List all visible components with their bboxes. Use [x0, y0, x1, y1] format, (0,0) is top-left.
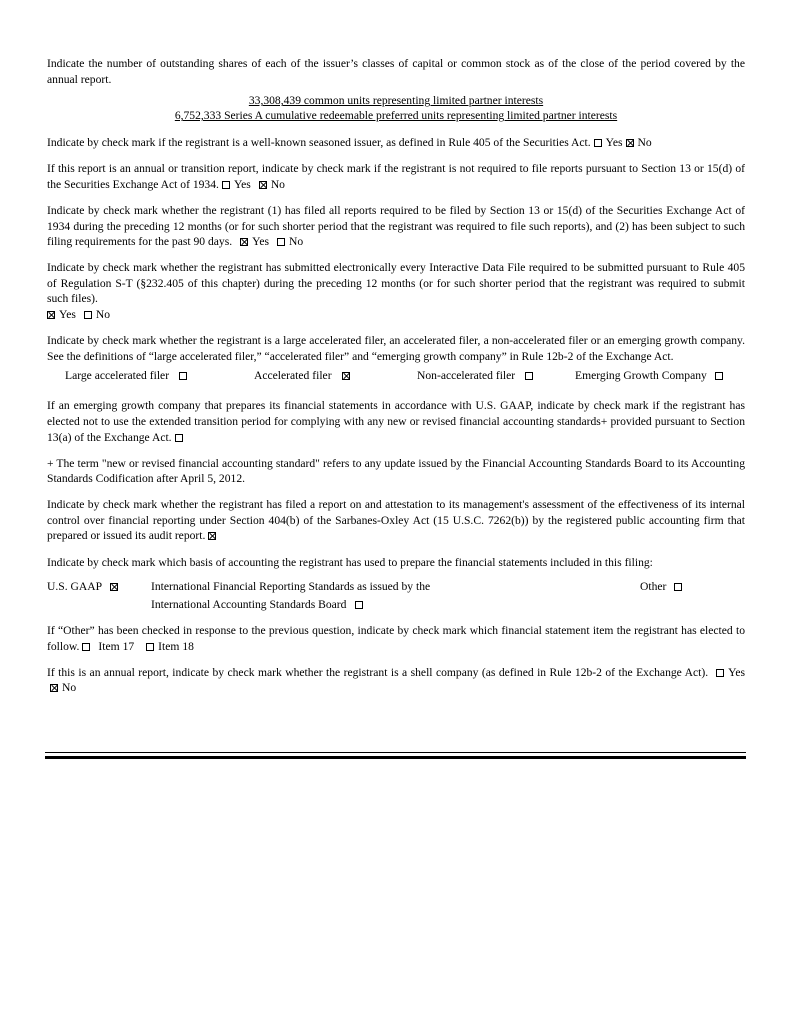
- footnote-standards: + The term "new or revised financial accounting standard" refers to any update issued by the Financial Accounting Standards Board to its Accounting Standards Codification after April 5, 2012.: [47, 456, 745, 486]
- non-accelerated-label: Non-accelerated filer: [417, 369, 516, 383]
- us-gaap-option: [47, 579, 122, 595]
- item18-checkbox[interactable]: [146, 643, 154, 651]
- cover-page-form: [47, 56, 745, 707]
- item17-checkbox[interactable]: [82, 643, 90, 651]
- not-required-yes-checkbox[interactable]: [222, 181, 230, 189]
- outstanding-shares-intro: Indicate the number of outstanding shares of each of the issuer’s classes of capital or common stock as of the close of the period covered by the annual report.: [47, 57, 745, 86]
- shell-company-no-label: No: [62, 681, 77, 695]
- emerging-growth-label: Emerging Growth Company: [575, 369, 707, 383]
- wksi-yes-checkbox[interactable]: [594, 139, 602, 147]
- other-checkbox[interactable]: [674, 583, 682, 591]
- not-required-no-checkbox[interactable]: [259, 181, 267, 189]
- filer-status-question: Indicate by check mark whether the registrant is a large accelerated filer, an accelerated filer, a non-accelerated filer or an emerging growth company. See the definitions of “large accelerated filer,” “accelerated filer” and “emerging growth company” in Rule 12b-2 of the Exchange Act.: [47, 334, 745, 363]
- accounting-basis-options: [47, 579, 745, 613]
- interactive-data-no-checkbox[interactable]: [84, 311, 92, 319]
- internal-control-text: Indicate by check mark whether the registrant has filed a report on and attestation to its management's assessment of the effectiveness of its internal control over financial reporting under Section 404(b) of the Sarbanes-Oxley Act (15 U.S.C. 7262(b)) by the registered public accounting firm that prepared or issued its audit report.: [47, 498, 745, 543]
- accelerated-label: Accelerated filer: [254, 369, 332, 383]
- wksi-text: Indicate by check mark if the registrant is a well-known seasoned issuer, as defined in Rule 405 of the Securities Act.: [47, 136, 591, 150]
- wksi-question: [47, 135, 745, 151]
- other-label: Other: [640, 580, 667, 594]
- section-divider-thin: [45, 752, 746, 753]
- not-required-text: If this report is an annual or transition report, indicate by check mark if the registrant is not required to file reports pursuant to Section 13 or 15(d) of the Securities Exchange Act of 1934.: [47, 162, 745, 191]
- accelerated-option: [254, 368, 354, 384]
- outstanding-shares-block: [47, 93, 745, 123]
- large-accelerated-label: Large accelerated filer: [65, 369, 170, 383]
- emerging-growth-question: [47, 398, 745, 445]
- shell-company-no-checkbox[interactable]: [50, 684, 58, 692]
- not-required-yes-label: Yes: [233, 177, 251, 191]
- common-units-line: 33,308,439 common units representing limited partner interests: [248, 94, 544, 108]
- ifrs-option: [151, 597, 367, 613]
- ifrs-label-line1: International Financial Reporting Standards as issued by the: [151, 580, 431, 594]
- us-gaap-label: U.S. GAAP: [47, 580, 103, 594]
- emerging-growth-checkbox[interactable]: [715, 372, 723, 380]
- shell-company-yes-label: Yes: [728, 665, 745, 679]
- filed-reports-no-checkbox[interactable]: [277, 238, 285, 246]
- other-option: [640, 579, 686, 595]
- filed-reports-yes-checkbox[interactable]: [240, 238, 248, 246]
- wksi-yes-label: Yes: [605, 136, 623, 150]
- other-item-text: If “Other” has been checked in response to the previous question, indicate by check mark which financial statement item the registrant has elected to follow.: [47, 624, 745, 653]
- accounting-basis-question: Indicate by check mark which basis of accounting the registrant has used to prepare the financial statements included in this filing:: [47, 555, 653, 569]
- filed-reports-yes-label: Yes: [252, 235, 270, 249]
- ifrs-label-line2: International Accounting Standards Board: [151, 598, 347, 612]
- shell-company-yes-checkbox[interactable]: [716, 669, 724, 677]
- interactive-data-text: Indicate by check mark whether the registrant has submitted electronically every Interactive Data File required to be submitted pursuant to Rule 405 of Regulation S-T (§232.405 of this chapter) during the preceding 12 months (or for such shorter period that the registrant was required to submit such files).: [47, 261, 745, 306]
- ifrs-checkbox[interactable]: [355, 601, 363, 609]
- shell-company-text: If this is an annual report, indicate by check mark whether the registrant is a shell company (as defined in Rule 12b-2 of the Exchange Act).: [47, 665, 709, 679]
- emerging-growth-option: [575, 368, 727, 384]
- us-gaap-checkbox[interactable]: [110, 583, 118, 591]
- large-accelerated-checkbox[interactable]: [179, 372, 187, 380]
- not-required-no-label: No: [270, 177, 285, 191]
- filed-reports-text: Indicate by check mark whether the registrant (1) has filed all reports required to be filed by Section 13 or 15(d) of the Securities Exchange Act of 1934 during the preceding 12 months (or for such shorter period that the registrant was required to file such reports), and (2) has been subject to such filing requirements for the past 90 days.: [47, 203, 745, 249]
- interactive-data-yes-label: Yes: [59, 308, 76, 322]
- interactive-data-no-label: No: [95, 308, 111, 322]
- internal-control-checkbox[interactable]: [208, 532, 216, 540]
- non-accelerated-checkbox[interactable]: [525, 372, 533, 380]
- wksi-no-label: No: [637, 136, 652, 150]
- emerging-growth-text: If an emerging growth company that prepares its financial statements in accordance with U.S. GAAP, indicate by check mark if the registrant has elected not to use the extended transition period for complying with any new or revised financial accounting standards+ provided pursuant to Section 13(a) of the Exchange Act.: [47, 399, 745, 444]
- not-required-question: [47, 161, 745, 192]
- wksi-no-checkbox[interactable]: [626, 139, 634, 147]
- shell-company-question: [47, 665, 745, 696]
- filed-reports-question: [47, 203, 745, 250]
- transition-period-checkbox[interactable]: [175, 434, 183, 442]
- item17-label: Item 17: [98, 639, 135, 653]
- filer-status-options: [47, 368, 745, 384]
- accelerated-checkbox[interactable]: [342, 372, 350, 380]
- section-divider-thick: [45, 756, 746, 759]
- large-accelerated-option: [65, 368, 191, 384]
- preferred-units-line: 6,752,333 Series A cumulative redeemable preferred units representing limited partner interests: [174, 109, 618, 123]
- non-accelerated-option: [417, 368, 537, 384]
- other-item-question: [47, 623, 745, 654]
- interactive-data-yes-checkbox[interactable]: [47, 311, 55, 319]
- item18-label: Item 18: [158, 639, 194, 653]
- interactive-data-question: [47, 260, 745, 322]
- filed-reports-no-label: No: [289, 235, 304, 249]
- internal-control-question: [47, 497, 745, 544]
